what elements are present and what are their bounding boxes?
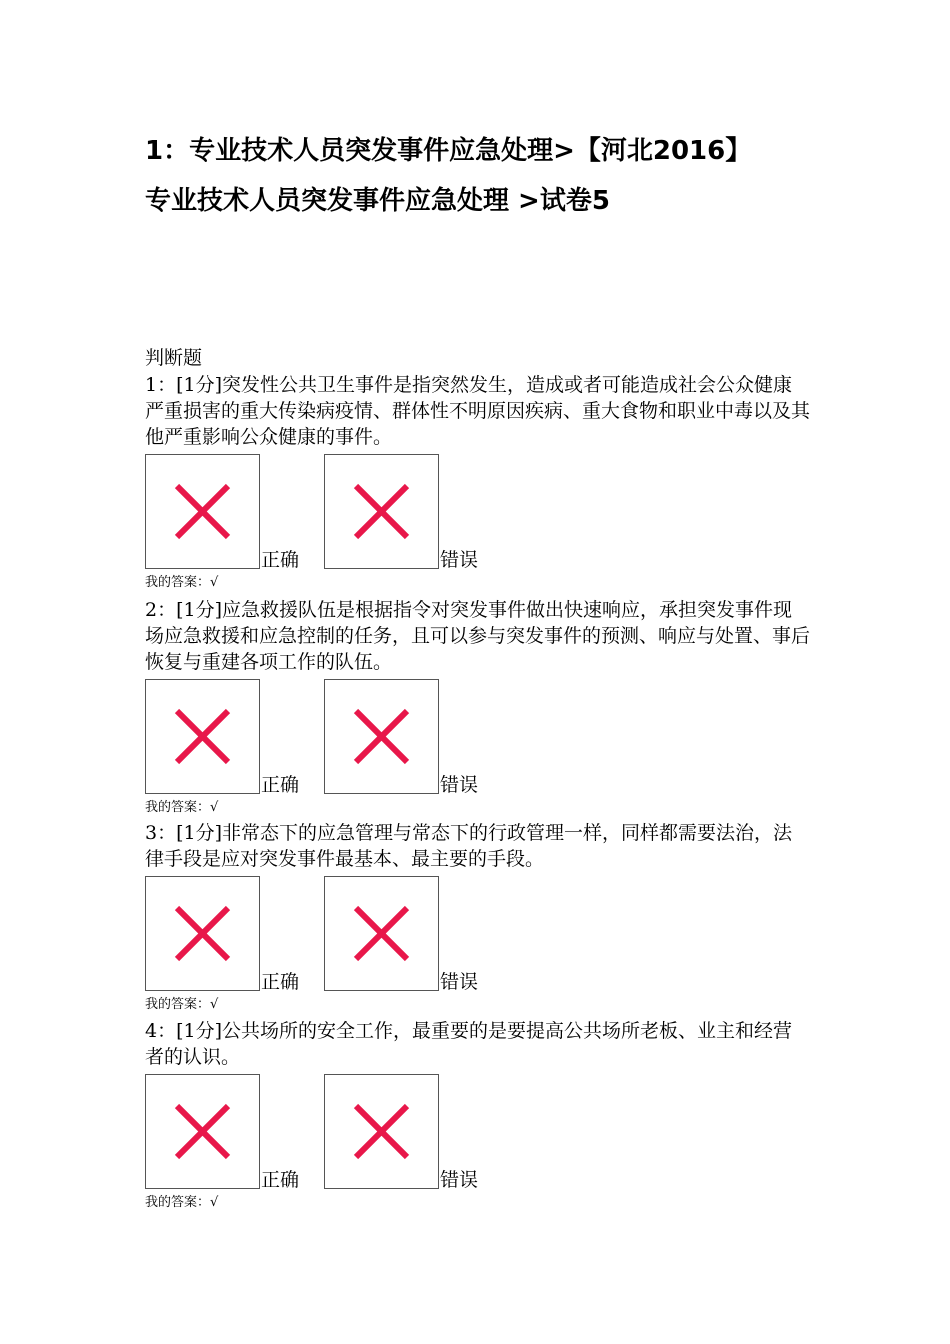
choice-true-label: 正确 bbox=[261, 774, 300, 796]
broken-image-box bbox=[324, 1074, 439, 1189]
question-text: 2：[1分]应急救援队伍是根据指令对突发事件做出快速响应，承担突发事件现场应急救援和应急控制的任务，且可以参与突发事件的预测、响应与处置、事后恢复与重建各项工作的队伍。 bbox=[145, 599, 811, 673]
answer-value: √ bbox=[210, 997, 219, 1012]
answer-label: 我的答案： bbox=[145, 800, 211, 815]
broken-image-box bbox=[324, 679, 439, 794]
x-icon bbox=[146, 1075, 259, 1188]
x-icon bbox=[146, 877, 259, 990]
choice-group bbox=[145, 679, 810, 797]
broken-image-box bbox=[145, 876, 260, 991]
answer-value: √ bbox=[210, 800, 219, 815]
x-icon bbox=[146, 455, 259, 568]
answer-label: 我的答案： bbox=[145, 1195, 211, 1210]
question-4 bbox=[145, 1018, 810, 1212]
choice-false-label: 错误 bbox=[440, 774, 479, 796]
choice-group bbox=[145, 1074, 810, 1192]
my-answer bbox=[145, 574, 810, 592]
broken-image-box bbox=[145, 454, 260, 569]
x-icon bbox=[146, 680, 259, 793]
choice-true-label: 正确 bbox=[261, 971, 300, 993]
x-icon bbox=[325, 680, 438, 793]
question-3 bbox=[145, 820, 810, 1014]
choice-false-label: 错误 bbox=[440, 971, 479, 993]
question-text: 1：[1分]突发性公共卫生事件是指突然发生，造成或者可能造成社会公众健康严重损害的重大传染病疫情、群体性不明原因疾病、重大食物和职业中毒以及其他严重影响公众健康的事件。 bbox=[145, 374, 811, 448]
question-1 bbox=[145, 372, 810, 592]
broken-image-box bbox=[145, 1074, 260, 1189]
choice-false-label: 错误 bbox=[440, 1169, 479, 1191]
my-answer bbox=[145, 799, 810, 817]
choice-true-label: 正确 bbox=[261, 549, 300, 571]
x-icon bbox=[325, 877, 438, 990]
section-heading: 判断题 bbox=[145, 347, 203, 369]
choice-false-label: 错误 bbox=[440, 549, 479, 571]
my-answer bbox=[145, 996, 810, 1014]
x-icon bbox=[325, 1075, 438, 1188]
answer-value: √ bbox=[210, 1195, 219, 1210]
answer-label: 我的答案： bbox=[145, 997, 211, 1012]
broken-image-box bbox=[324, 454, 439, 569]
question-text: 3：[1分]非常态下的应急管理与常态下的行政管理一样，同样都需要法治，法律手段是应对突发事件最基本、最主要的手段。 bbox=[145, 822, 793, 870]
x-icon bbox=[325, 455, 438, 568]
document-title-line-2: 专业技术人员突发事件应急处理 >试卷5 bbox=[145, 186, 610, 216]
choice-group bbox=[145, 876, 810, 994]
choice-group bbox=[145, 454, 810, 572]
answer-label: 我的答案： bbox=[145, 575, 211, 590]
question-text: 4：[1分]公共场所的安全工作，最重要的是要提高公共场所老板、业主和经营者的认识。 bbox=[145, 1020, 793, 1068]
broken-image-box bbox=[145, 679, 260, 794]
my-answer bbox=[145, 1194, 810, 1212]
broken-image-box bbox=[324, 876, 439, 991]
document-title-line-1: 1：专业技术人员突发事件应急处理>【河北2016】 bbox=[145, 136, 752, 166]
choice-true-label: 正确 bbox=[261, 1169, 300, 1191]
question-2 bbox=[145, 597, 810, 817]
answer-value: √ bbox=[210, 575, 219, 590]
